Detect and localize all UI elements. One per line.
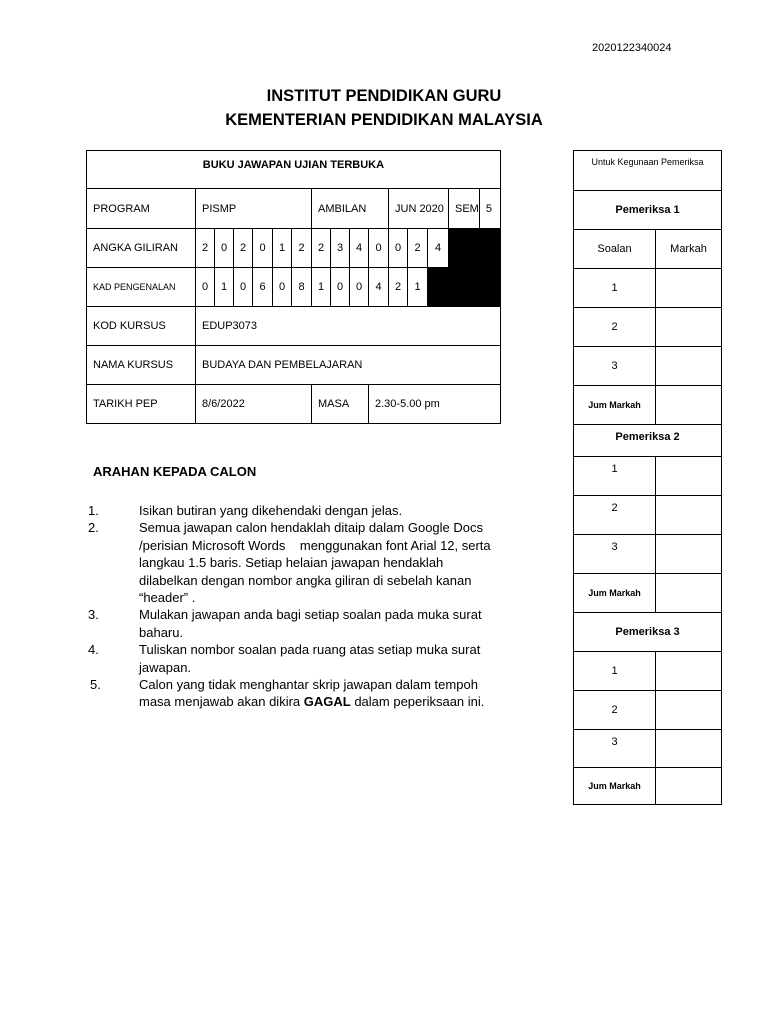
total-mark-field[interactable] — [656, 386, 722, 425]
program-value: PISMP — [196, 189, 312, 229]
instruction-text-part: dalam peperiksaan ini. — [350, 694, 485, 710]
mark-field[interactable] — [656, 496, 722, 535]
markah-header: Markah — [656, 230, 722, 269]
mark-field[interactable] — [656, 652, 722, 691]
instruction-item — [86, 519, 536, 606]
instruction-text: Calon yang tidak menghantar skrip jawapan dalam tempoh — [139, 677, 478, 693]
instruction-item — [86, 641, 536, 676]
tarikh-pep-value: 8/6/2022 — [196, 385, 312, 424]
masa-value: 2.30-5.00 pm — [369, 385, 501, 424]
kad-digit: 8 — [292, 268, 312, 307]
nama-kursus-value: BUDAYA DAN PEMBELAJARAN — [196, 346, 501, 385]
masa-label: MASA — [312, 385, 369, 424]
sem-value: 5 — [479, 189, 500, 229]
instruction-number: 4. — [88, 642, 99, 658]
angka-digit: 0 — [389, 229, 408, 268]
kad-digit: 0 — [331, 268, 350, 307]
total-mark-field[interactable] — [656, 574, 722, 613]
instruction-text: Mulakan jawapan anda bagi setiap soalan pada muka surat — [139, 607, 482, 623]
instruction-text: langkau 1.5 baris. Setiap helaian jawapan hendaklah — [139, 555, 444, 571]
angka-digit: 4 — [350, 229, 369, 268]
mark-field[interactable] — [656, 347, 722, 386]
instruction-text: /perisian Microsoft Words menggunakan font Arial 12, serta — [139, 537, 491, 553]
gagal-emphasis: GAGAL — [303, 694, 351, 710]
program-label: PROGRAM — [87, 189, 196, 229]
question-number: 1 — [574, 457, 656, 496]
ministry-title: KEMENTERIAN PENDIDIKAN MALAYSIA — [225, 111, 543, 129]
kad-digit: 0 — [234, 268, 253, 307]
question-number: 1 — [574, 652, 656, 691]
examiner-2-heading: Pemeriksa 2 — [574, 425, 722, 457]
instruction-text: Semua jawapan calon hendaklah ditaip dalam Google Docs — [139, 520, 483, 536]
angka-digit: 2 — [234, 229, 253, 268]
instruction-text: baharu. — [139, 624, 184, 640]
instruction-item — [86, 676, 536, 711]
angka-digit: 2 — [408, 229, 428, 268]
examiner-1-heading: Pemeriksa 1 — [574, 191, 722, 230]
angka-digit: 3 — [331, 229, 350, 268]
blacked-out-cell — [428, 268, 501, 307]
kad-digit: 2 — [389, 268, 408, 307]
angka-digit: 1 — [273, 229, 292, 268]
instruction-number: 1. — [88, 503, 99, 518]
angka-digit: 4 — [428, 229, 449, 268]
instruction-item — [86, 502, 536, 519]
mark-field[interactable] — [656, 535, 722, 574]
instruction-number: 3. — [88, 607, 99, 623]
instruction-text: Tuliskan nombor soalan pada ruang atas setiap muka surat — [139, 642, 481, 658]
kod-kursus-label: KOD KURSUS — [87, 307, 196, 346]
soalan-header: Soalan — [574, 230, 656, 269]
angka-giliran-label: ANGKA GILIRAN — [87, 229, 196, 268]
instruction-item — [86, 606, 536, 641]
mark-field[interactable] — [656, 269, 722, 308]
kad-digit: 1 — [408, 268, 428, 307]
kad-digit: 0 — [350, 268, 369, 307]
mark-field[interactable] — [656, 308, 722, 347]
question-number: 2 — [574, 691, 656, 730]
institution-title: INSTITUT PENDIDIKAN GURU — [266, 87, 502, 105]
instruction-text — [139, 693, 536, 710]
total-mark-label: Jum Markah — [574, 768, 656, 805]
instructions-list — [86, 502, 536, 711]
instruction-text: dilabelkan dengan nombor angka giliran di sebelah kanan — [139, 572, 472, 588]
angka-digit: 2 — [312, 229, 331, 268]
question-number: 2 — [574, 496, 656, 535]
kad-digit: 1 — [312, 268, 331, 307]
angka-digit: 0 — [215, 229, 234, 268]
question-number: 1 — [574, 269, 656, 308]
kad-digit: 4 — [369, 268, 389, 307]
instruction-text: “header” . — [139, 590, 196, 606]
mark-field[interactable] — [656, 730, 722, 768]
question-number: 3 — [574, 730, 656, 768]
total-mark-label: Jum Markah — [574, 386, 656, 425]
angka-digit: 2 — [196, 229, 215, 268]
instruction-number: 2. — [88, 520, 99, 536]
angka-digit: 0 — [253, 229, 273, 268]
instruction-text: jawapan. — [139, 659, 192, 675]
total-mark-label: Jum Markah — [574, 574, 656, 613]
question-number: 2 — [574, 308, 656, 347]
blacked-out-cell — [449, 229, 501, 268]
tarikh-pep-label: TARIKH PEP — [87, 385, 196, 424]
document-id: 2020122340024 — [592, 42, 672, 54]
question-number: 3 — [574, 347, 656, 386]
ambilan-label: AMBILAN — [312, 189, 389, 229]
nama-kursus-label: NAMA KURSUS — [87, 346, 196, 385]
angka-digit: 0 — [369, 229, 389, 268]
examiner-header: Untuk Kegunaan Pemeriksa — [574, 151, 722, 191]
examiner-3-heading: Pemeriksa 3 — [574, 613, 722, 652]
ambilan-value: JUN 2020 — [389, 189, 449, 229]
mark-field[interactable] — [656, 457, 722, 496]
instruction-text: Isikan butiran yang dikehendaki dengan jelas. — [139, 503, 403, 518]
instruction-text-part: masa menjawab akan dikira — [139, 694, 304, 710]
sem-label: SEM — [449, 189, 480, 229]
kad-digit: 0 — [196, 268, 215, 307]
examiner-panel — [573, 150, 722, 805]
total-mark-field[interactable] — [656, 768, 722, 805]
angka-digit: 2 — [292, 229, 312, 268]
mark-field[interactable] — [656, 691, 722, 730]
kad-pengenalan-label: KAD PENGENALAN — [87, 268, 196, 307]
answer-booklet-form — [86, 150, 501, 424]
kad-digit: 0 — [273, 268, 292, 307]
instructions-heading: ARAHAN KEPADA CALON — [93, 464, 257, 479]
kod-kursus-value: EDUP3073 — [196, 307, 501, 346]
kad-digit: 1 — [215, 268, 234, 307]
instruction-number: 5. — [90, 677, 101, 693]
question-number: 3 — [574, 535, 656, 574]
kad-digit: 6 — [253, 268, 273, 307]
form-heading: BUKU JAWAPAN UJIAN TERBUKA — [87, 151, 501, 189]
